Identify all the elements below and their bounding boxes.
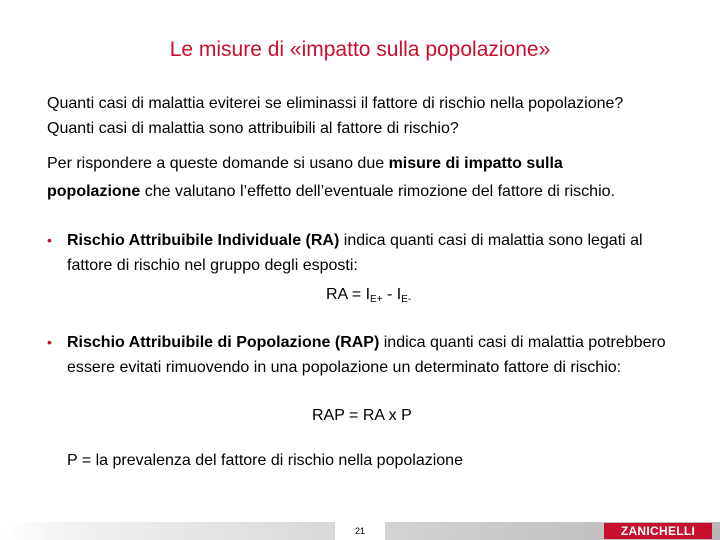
bullet-icon: •: [47, 334, 52, 350]
formula-ra: [326, 285, 411, 310]
page-number: 21: [335, 522, 385, 540]
intro-question-1: Quanti casi di malattia eviterei se eliminassi il fattore di rischio nella popolazione?: [47, 95, 624, 112]
intro-text-2: che valutano l’effetto dell’eventuale rimozione del fattore di rischio.: [140, 183, 615, 200]
intro-paragraph: [47, 150, 707, 206]
bullet-ra-text: [67, 228, 687, 278]
formula-ra-mid: - I: [382, 286, 402, 303]
bullet-ra: [47, 228, 687, 278]
formula-ra-sub-exposed: E+: [370, 294, 383, 305]
bullet-rap: [47, 330, 687, 380]
bullet-ra-description: indica quanti casi di malattia sono legati al fattore di rischio nel gruppo degli esposti:: [67, 232, 643, 274]
bullet-rap-term: Rischio Attribuibile di Popolazione (RAP): [67, 334, 380, 351]
intro-question-2: Quanti casi di malattia sono attribuibili al fattore di rischio?: [47, 120, 459, 137]
formula-ra-sub-unexposed: E-: [401, 294, 412, 305]
intro-questions: [47, 91, 707, 141]
slide-title: Le misure di «impatto sulla popolazione»: [169, 38, 551, 61]
formula-rap: RAP = RA x P: [312, 407, 412, 424]
intro-text-1: Per rispondere a queste domande si usano due: [47, 155, 389, 172]
bullet-rap-text: [67, 330, 687, 380]
prevalence-definition: P = la prevalenza del fattore di rischio nella popolazione: [67, 452, 463, 469]
bullet-ra-term: Rischio Attribuibile Individuale (RA): [67, 232, 340, 249]
bullet-rap-description: indica quanti casi di malattia potrebbero essere evitati rimuovendo in una popolazione un determinato fattore di rischio:: [67, 334, 666, 376]
bullet-icon: •: [47, 232, 52, 248]
intro-bold-2: popolazione: [47, 183, 141, 200]
formula-ra-lhs: RA = I: [326, 286, 371, 303]
publisher-logo: ZANICHELLI: [604, 523, 712, 539]
intro-bold-1: misure di impatto sulla: [388, 155, 563, 172]
